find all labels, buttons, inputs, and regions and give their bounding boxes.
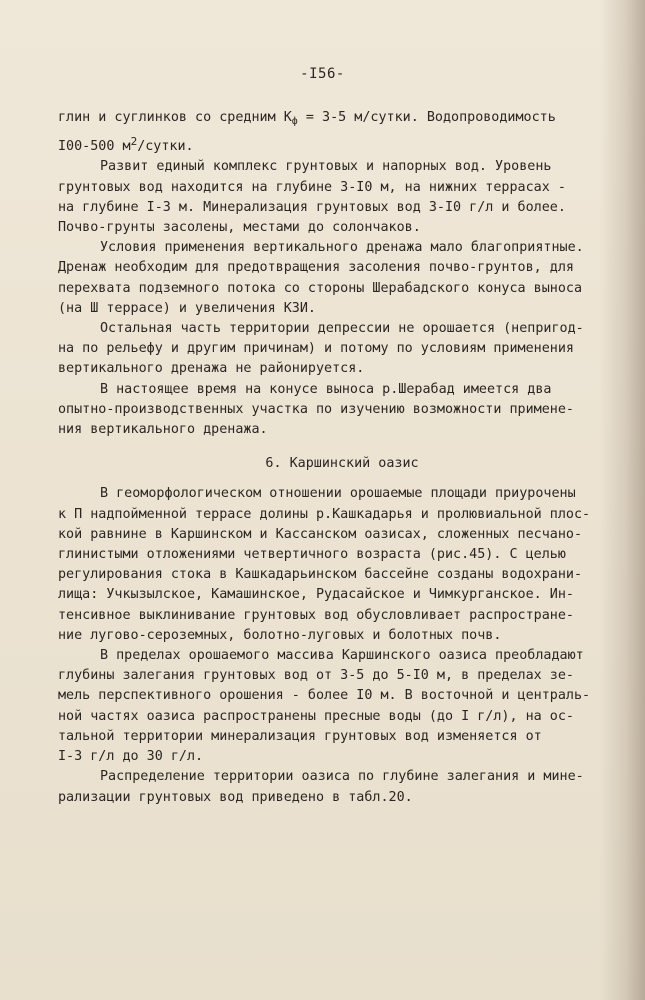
text-line: (на Ш террасе) и увеличения КЗИ.	[58, 300, 316, 316]
text-line: ной частях оазиса распространены пресные воды (до I г/л), на ос-	[58, 708, 574, 724]
text-run: = 3-5 м/сутки. Водопроводимость	[297, 110, 556, 125]
text-run: I00-500 м	[58, 139, 131, 155]
text-line: тальной территории минерализация грунтовых вод изменяется от	[58, 728, 542, 744]
text-line: грунтовых вод находится на глубине 3-I0 м, на нижних террасах -	[58, 179, 566, 195]
text-line: вертикального дренажа не районируется.	[58, 361, 365, 377]
text-line: Почво-грунты засолены, местами до солончаков.	[58, 220, 421, 236]
paragraph-1	[58, 108, 626, 157]
text-line: тенсивное выклинивание грунтовых вод обусловливает распростране-	[58, 607, 574, 623]
text-line: I-3 г/л до 30 г/л.	[58, 749, 204, 765]
text-line: ние лугово-сероземных, болотно-луговых и болотных почв.	[58, 627, 502, 643]
text-line: глинистыми отложениями четвертичного возраста (рис.45). С целью	[58, 547, 566, 563]
paragraph-5	[58, 380, 626, 441]
paragraph-4	[58, 319, 626, 380]
text-line: Дренаж необходим для предотвращения засоления почво-грунтов, для	[58, 260, 574, 276]
text-line: Остальная часть территории депрессии не орошается (непригод-	[100, 321, 584, 337]
text-line	[58, 132, 626, 157]
text-line: перехвата подземного потока со стороны Шерабадского конуса выноса	[58, 280, 583, 296]
text-line: на глубине I-3 м. Минерализация грунтовых вод 3-I0 г/л и более.	[58, 199, 566, 215]
text-run: /сутки.	[137, 139, 194, 155]
text-line: В геоморфологическом отношении орошаемые площади приурочены	[100, 486, 576, 502]
paragraph-7	[58, 646, 626, 767]
text-line: ния вертикального дренажа.	[58, 422, 268, 438]
text-line: лища: Учкызылское, Камашинское, Рудасайское и Чимкурганское. Ин-	[58, 587, 574, 603]
text-line: Условия применения вертикального дренажа мало благоприятные.	[100, 240, 584, 256]
text-run: глин и суглинков со средним К	[58, 110, 292, 125]
k-subscript: ф	[291, 116, 298, 127]
text-line: кой равнине в Каршинском и Кассанском оазисах, сложенных песчано-	[58, 526, 583, 542]
text-line: Распределение территории оазиса по глубине залегания и мине-	[100, 769, 584, 785]
section-heading: 6. Каршинский оазис	[265, 456, 419, 472]
text-line: на по рельефу и другим причинам) и потому по условиям применения	[58, 341, 574, 357]
text-line: рализации грунтовых вод приведено в табл.20.	[58, 789, 413, 805]
text-line: глубины залегания грунтовых вод от 3-5 до 5-I0 м, в пределах зе-	[58, 668, 574, 684]
page-number: -I56-	[300, 66, 345, 82]
body-text	[58, 108, 626, 808]
text-line: В настоящее время на конусе выноса р.Шерабад имеется два	[100, 381, 552, 397]
text-line: опытно-производственных участка по изучению возможности примене-	[58, 401, 574, 417]
paragraph-8	[58, 767, 626, 807]
text-line: регулирования стока в Кашкадарьинском бассейне созданы водохрани-	[58, 567, 583, 583]
paragraph-2	[58, 157, 626, 238]
unit-superscript: 2	[130, 135, 138, 149]
text-line: В пределах орошаемого массива Каршинского оазиса преобладают	[100, 648, 584, 664]
paragraph-6	[58, 484, 626, 646]
text-line: Развит единый комплекс грунтовых и напорных вод. Уровень	[100, 159, 552, 175]
text-line	[58, 108, 626, 132]
text-line: к П надпойменной террасе долины р.Кашкадарья и пролювиальной плос-	[58, 506, 591, 522]
text-line: мель перспективного орошения - более I0 м. В восточной и централь-	[58, 688, 591, 704]
paragraph-3	[58, 238, 626, 319]
